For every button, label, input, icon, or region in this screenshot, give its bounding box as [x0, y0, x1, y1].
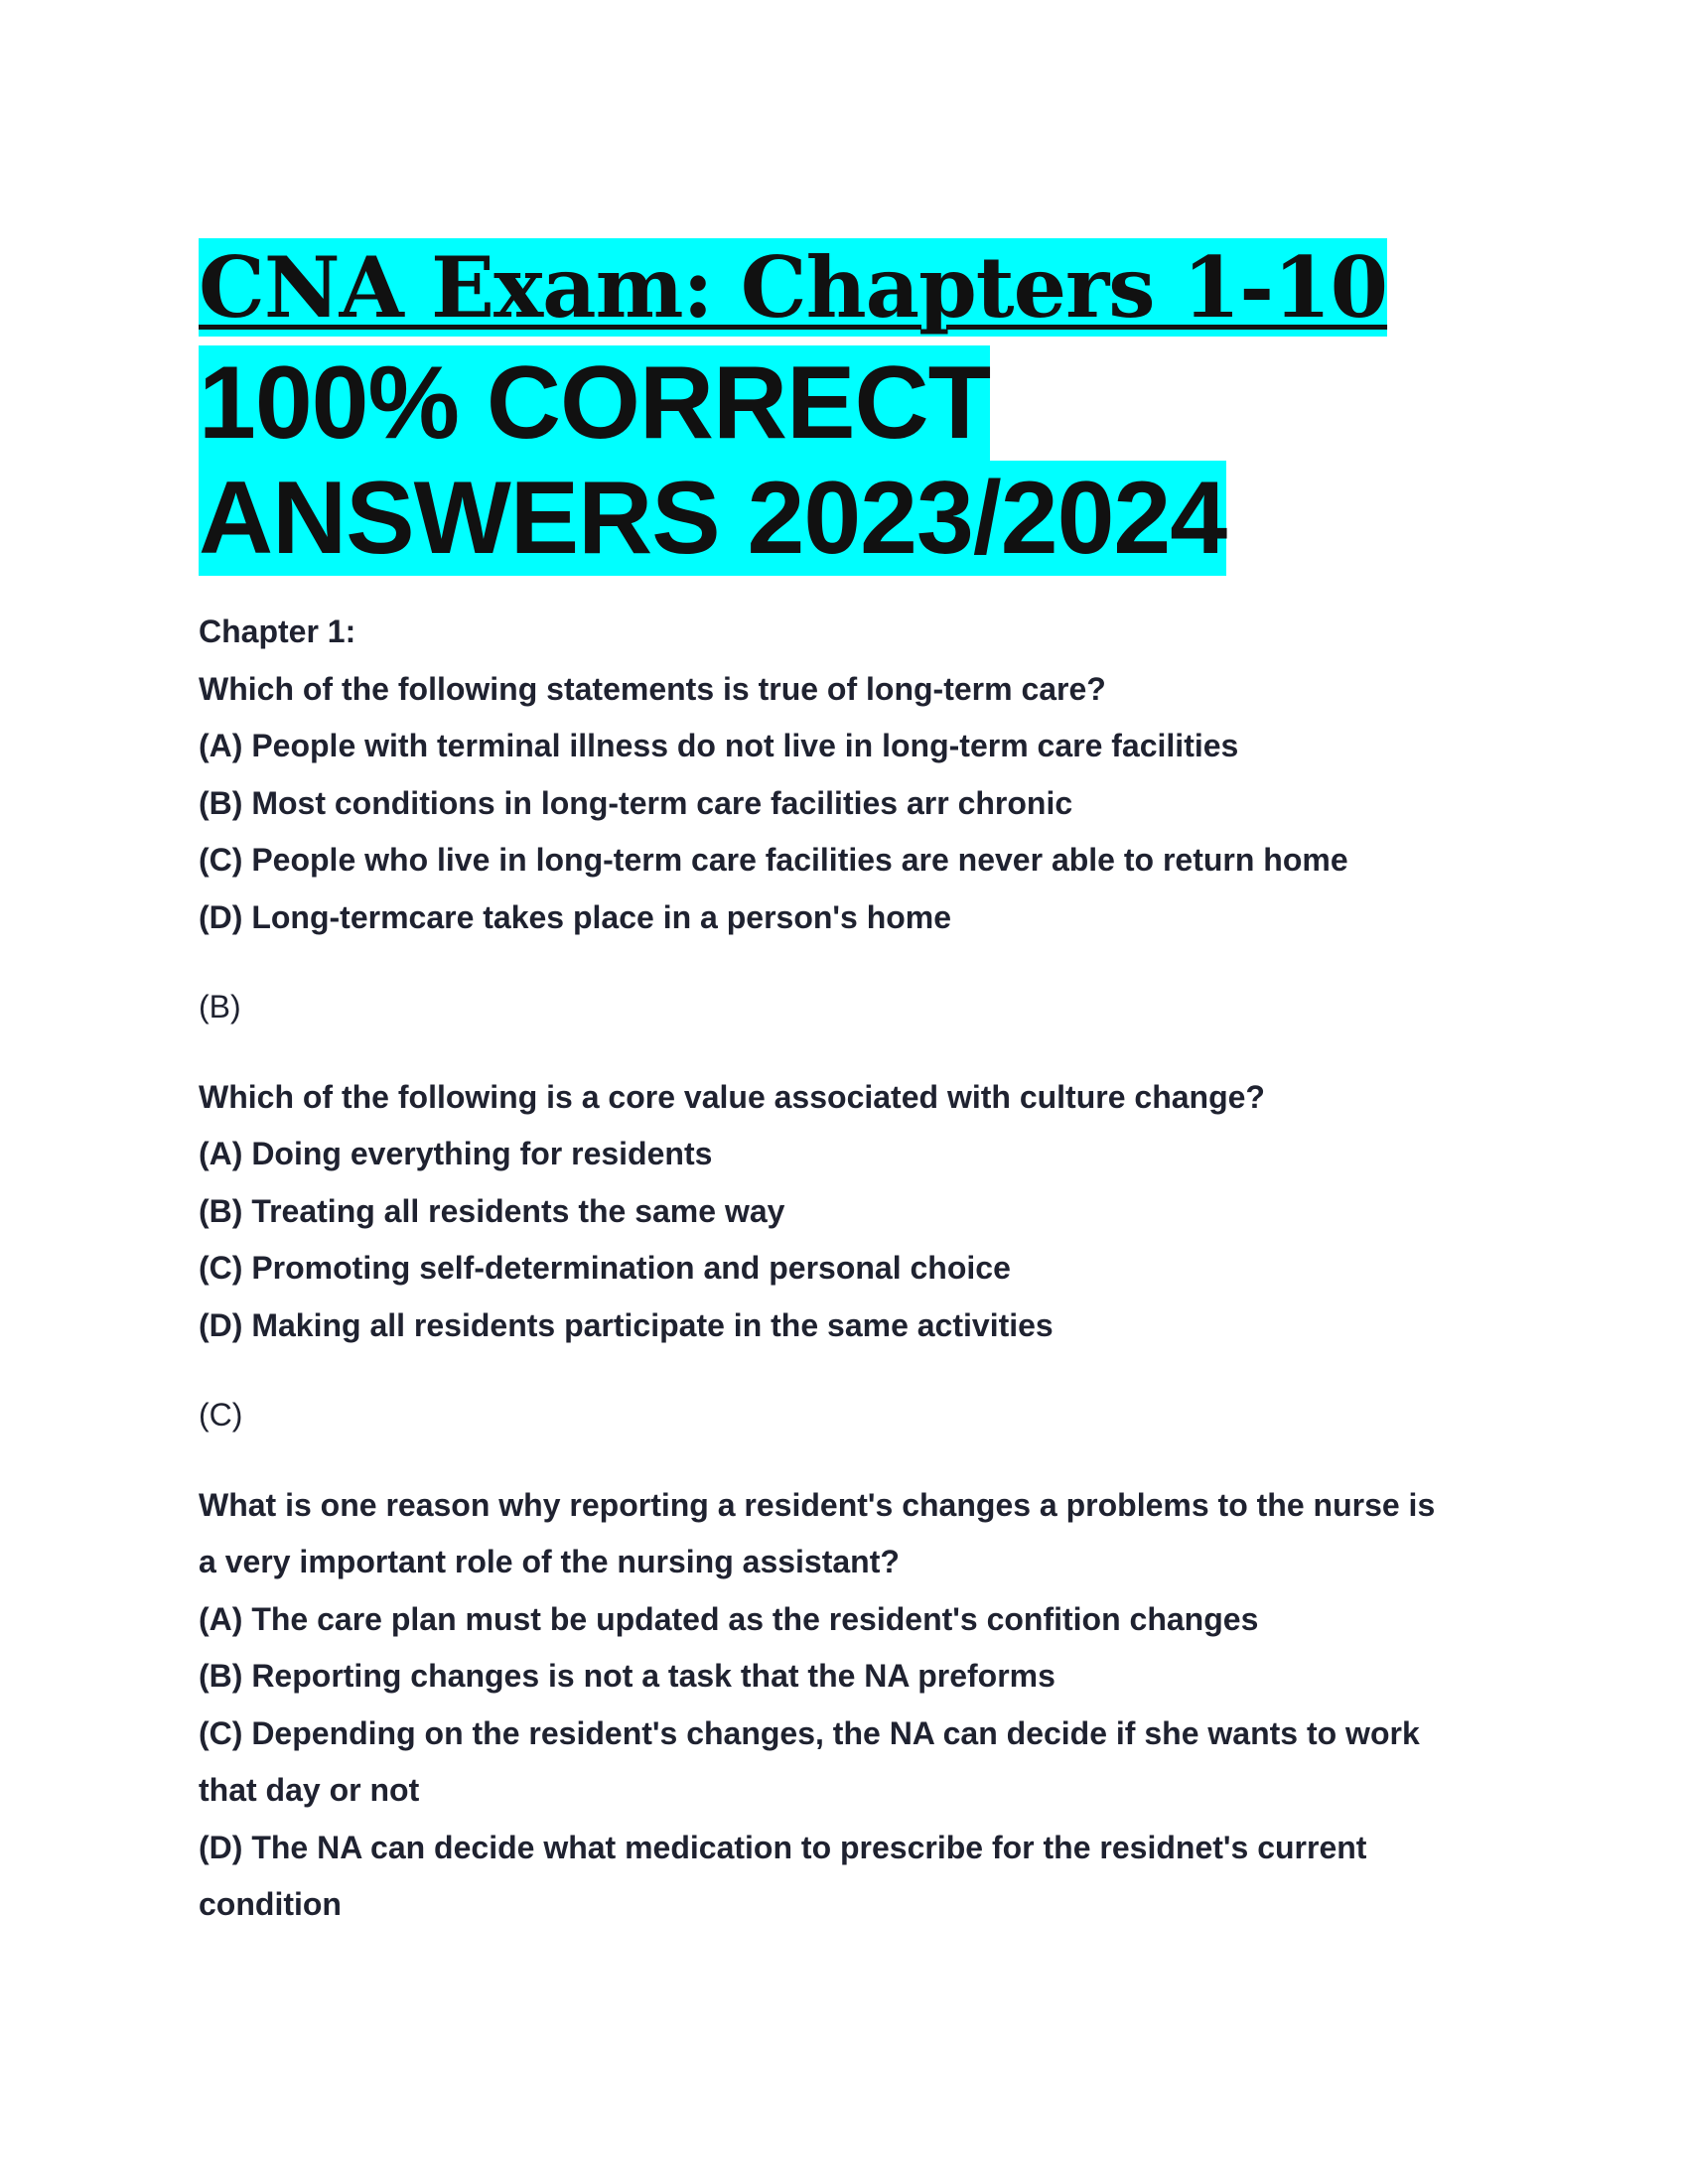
document-page [199, 230, 1509, 1934]
title-line-3 [199, 461, 1509, 576]
title-text-1: CNA Exam: Chapters 1-10 [199, 238, 1388, 337]
spacer [199, 1444, 1509, 1477]
option-c-line-1: (C) Depending on the resident's changes, the NA can decide if she wants to work [199, 1714, 1420, 1751]
answer-text: (B) [199, 989, 241, 1024]
question-text-line-1: What is one reason why reporting a resident's changes a problems to the nurse is [199, 1486, 1436, 1523]
question-block-2 [199, 1069, 1509, 1477]
spacer [199, 1036, 1509, 1069]
option-a: (A) Doing everything for residents [199, 1136, 713, 1171]
option-d-line-1: (D) The NA can decide what medication to prescribe for the residnet's current [199, 1829, 1367, 1865]
chapter-heading: Chapter 1: [199, 614, 356, 649]
document-title [199, 230, 1509, 576]
question-text: Which of the following is a core value associated with culture change? [199, 1078, 1265, 1115]
option-a: (A) People with terminal illness do not live in long-term care facilities [199, 728, 1239, 763]
title-text-2: 100% CORRECT [199, 345, 991, 461]
question-block-3 [199, 1477, 1509, 1934]
title-line-1 [199, 230, 1509, 345]
option-c-line-2: that day or not [199, 1772, 420, 1808]
option-c: (C) Promoting self-determination and personal choice [199, 1250, 1011, 1286]
document-content [199, 604, 1509, 1934]
option-b: (B) Most conditions in long-term care facilities arr chronic [199, 784, 1073, 821]
option-a: (A) The care plan must be updated as the resident's confition changes [199, 1600, 1259, 1637]
option-d: (D) Making all residents participate in the same activities [199, 1306, 1054, 1343]
option-b: (B) Reporting changes is not a task that the NA preforms [199, 1658, 1055, 1694]
question-block-1 [199, 661, 1509, 1069]
question-text: Which of the following statements is true of long-term care? [199, 670, 1106, 707]
option-d: (D) Long-termcare takes place in a person's home [199, 898, 952, 935]
option-b: (B) Treating all residents the same way [199, 1192, 785, 1229]
spacer [199, 1354, 1509, 1387]
title-line-2 [199, 345, 1509, 461]
spacer [199, 946, 1509, 979]
answer-text: (C) [199, 1397, 243, 1433]
question-text-line-2: a very important role of the nursing assistant? [199, 1544, 900, 1579]
option-c: (C) People who live in long-term care facilities are never able to return home [199, 842, 1348, 878]
title-text-3: ANSWERS 2023/2024 [199, 461, 1227, 576]
option-d-line-2: condition [199, 1886, 342, 1922]
